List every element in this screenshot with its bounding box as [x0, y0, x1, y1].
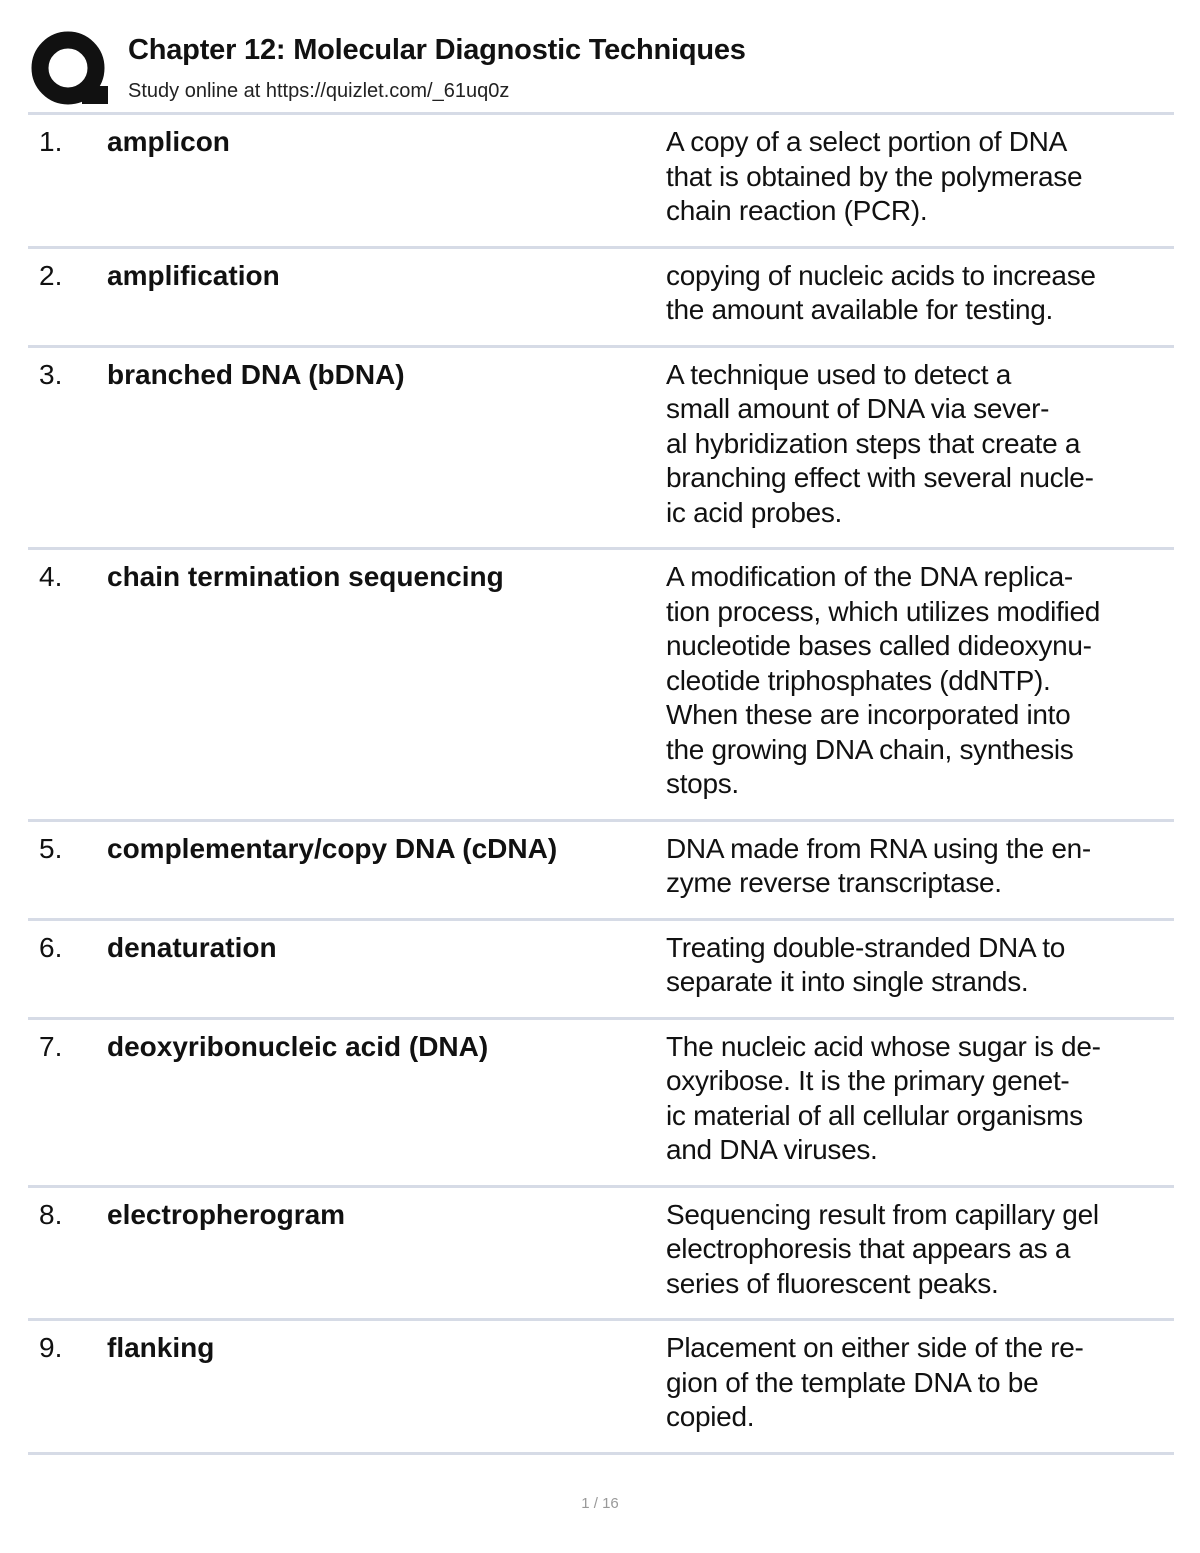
definition-line: the amount available for testing. — [666, 294, 1054, 325]
definition-line: Treating double-stranded DNA to — [666, 931, 1066, 963]
term-definition — [666, 1030, 1166, 1168]
term-definition — [666, 1198, 1166, 1302]
definition-line: oxyribose. It is the primary genet- — [666, 1065, 1070, 1096]
term-number: 4. — [39, 561, 63, 592]
term-definition — [666, 560, 1166, 802]
definition-line: electrophoresis that appears as a — [666, 1233, 1071, 1264]
definition-line: series of fluorescent peaks. — [666, 1267, 999, 1299]
term-word: deoxyribonucleic acid (DNA) — [107, 1030, 489, 1062]
definition-line: copied. — [666, 1401, 755, 1432]
definition-line: chain reaction (PCR). — [666, 195, 928, 226]
term-number: 1. — [39, 126, 63, 157]
term-word: amplification — [107, 259, 280, 291]
terms-list — [28, 112, 1174, 1455]
definition-line: tion process, which utilizes modified — [666, 595, 1100, 627]
term-row — [28, 921, 1174, 1020]
definition-line: The nucleic acid whose sugar is de- — [666, 1030, 1101, 1062]
term-word: denaturation — [107, 931, 277, 963]
definition-line: copying of nucleic acids to increase — [666, 259, 1096, 291]
page-header — [28, 26, 1174, 116]
term-number: 7. — [39, 1030, 63, 1062]
term-definition — [666, 358, 1166, 531]
term-word: branched DNA (bDNA) — [107, 358, 405, 390]
term-word: electropherogram — [107, 1198, 346, 1230]
term-row — [28, 1188, 1174, 1322]
term-word: amplicon — [107, 126, 230, 157]
term-number: 5. — [39, 832, 63, 864]
term-row — [28, 249, 1174, 348]
term-definition — [666, 259, 1166, 328]
definition-line: ic acid probes. — [666, 496, 843, 528]
definition-line: A modification of the DNA replica- — [666, 561, 1073, 592]
definition-line: branching effect with several nucle- — [666, 462, 1094, 493]
term-number: 2. — [39, 259, 63, 291]
term-definition — [666, 832, 1166, 901]
definition-line: stops. — [666, 768, 739, 799]
definition-line: the growing DNA chain, synthesis — [666, 733, 1074, 765]
term-row — [28, 348, 1174, 551]
definition-line: Placement on either side of the re- — [666, 1332, 1084, 1363]
term-number: 3. — [39, 358, 63, 390]
definition-line: Sequencing result from capillary gel — [666, 1198, 1099, 1230]
definition-line: cleotide triphosphates (ddNTP). — [666, 664, 1051, 696]
term-row — [28, 822, 1174, 921]
term-row — [28, 550, 1174, 822]
definition-line: al hybridization steps that create a — [666, 427, 1081, 459]
term-definition — [666, 1331, 1166, 1435]
term-number: 9. — [39, 1332, 63, 1363]
term-word: chain termination sequencing — [107, 561, 504, 592]
quizlet-logo-icon — [30, 30, 110, 110]
definition-line: gion of the template DNA to be — [666, 1366, 1039, 1398]
term-row — [28, 115, 1174, 249]
definition-line: When these are incorporated into — [666, 699, 1071, 730]
page-title: Chapter 12: Molecular Diagnostic Techniques — [128, 34, 746, 66]
definition-line: DNA made from RNA using the en- — [666, 832, 1091, 864]
term-word: flanking — [107, 1332, 215, 1363]
study-online-link[interactable]: Study online at https://quizlet.com/_61uq0z — [128, 80, 510, 102]
definition-line: small amount of DNA via sever- — [666, 393, 1050, 424]
page-indicator: 1 / 16 — [581, 1495, 619, 1512]
definition-line: and DNA viruses. — [666, 1134, 878, 1165]
term-definition — [666, 125, 1166, 229]
definition-line: that is obtained by the polymerase — [666, 160, 1083, 192]
term-number: 6. — [39, 931, 63, 963]
term-definition — [666, 931, 1166, 1000]
term-row — [28, 1321, 1174, 1455]
definition-line: separate it into single strands. — [666, 966, 1029, 997]
definition-line: ic material of all cellular organisms — [666, 1099, 1083, 1131]
definition-line: zyme reverse transcriptase. — [666, 867, 1002, 898]
term-word: complementary/copy DNA (cDNA) — [107, 832, 558, 864]
definition-line: A technique used to detect a — [666, 358, 1011, 390]
definition-line: A copy of a select portion of DNA — [666, 126, 1067, 157]
definition-line: nucleotide bases called dideoxynu- — [666, 630, 1092, 661]
term-row — [28, 1020, 1174, 1188]
term-number: 8. — [39, 1198, 63, 1230]
